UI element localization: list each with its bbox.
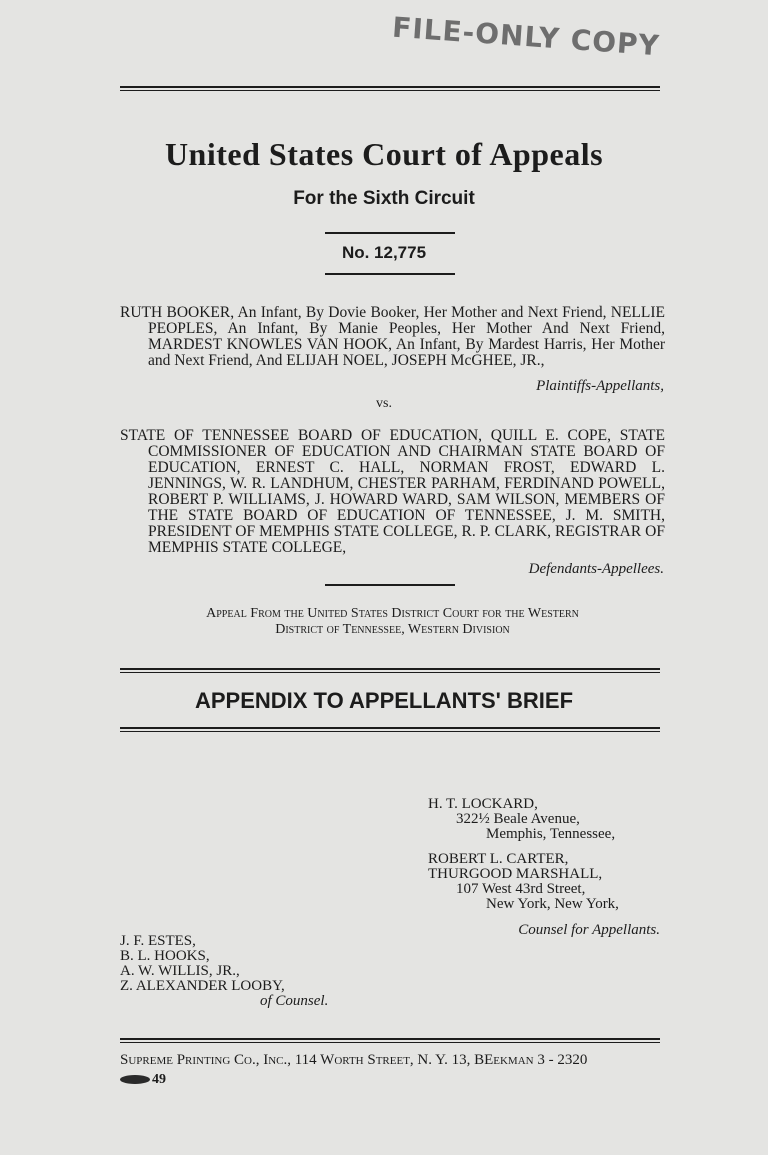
of-counsel-list xyxy=(120,934,328,1009)
docket-rule-top xyxy=(325,232,455,234)
counsel-role: Counsel for Appellants. xyxy=(518,922,660,938)
appeal-rule xyxy=(325,584,455,586)
defendants-names: STATE OF TENNESSEE BOARD OF EDUCATION, QUILL E. COPE, STATE COMMISSIONER OF EDUCATION AND CHAIRMAN STATE BOARD OF EDUCATION, ERNEST C. HALL, NORMAN FROST, EDWARD L. JENNINGS, W. R. LANDHUM, CHESTER PARHAM, FERDINAND POWELL, ROBERT P. WILLIAMS, J. HOWARD WARD, SAM WILSON, MEMBERS OF THE STATE BOARD OF EDUCATION OF TENNESSEE, J. M. SMITH, PRESIDENT OF MEMPHIS STATE COLLEGE, R. P. CLARK, REGISTRAR OF MEMPHIS STATE COLLEGE, xyxy=(120,427,665,556)
counsel-carter-marshall xyxy=(428,852,619,912)
document-title: APPENDIX TO APPELLANTS' BRIEF xyxy=(194,688,574,713)
of-counsel-name: J. F. ESTES, xyxy=(120,933,196,949)
printer-name: Supreme Printing Co., Inc., 114 Worth Street, N. Y. 13, BEekman 3 - 2320 xyxy=(120,1052,588,1068)
counsel-city: Memphis, Tennessee, xyxy=(486,826,616,842)
counsel-name: H. T. LOCKARD, xyxy=(428,796,538,812)
appeal-line-2: District of Tennessee, Western Division xyxy=(275,622,510,637)
counsel-address: 322½ Beale Avenue, xyxy=(456,811,580,827)
circuit-name: For the Sixth Circuit xyxy=(293,188,475,209)
of-counsel-name: A. W. WILLIS, JR., xyxy=(120,963,240,979)
counsel-city: New York, New York, xyxy=(486,896,619,912)
top-rule xyxy=(120,86,660,91)
printer-line xyxy=(120,1052,665,1069)
counsel-lockard xyxy=(428,797,615,842)
title-rule-top xyxy=(120,668,660,673)
file-copy-stamp: FILE-ONLY COPY xyxy=(391,10,661,63)
docket-number: No. 12,775 xyxy=(341,243,427,262)
court-title: United States Court of Appeals xyxy=(164,136,604,172)
union-code: 49 xyxy=(152,1072,166,1087)
counsel-name: THURGOOD MARSHALL, xyxy=(428,866,603,882)
plaintiffs-role: Plaintiffs-Appellants, xyxy=(536,378,664,394)
appeal-origin xyxy=(120,606,665,638)
defendants-role: Defendants-Appellees. xyxy=(528,561,664,577)
appeal-line-1: Appeal From the United States District Court for the Western xyxy=(206,606,579,621)
docket-rule-bottom xyxy=(325,273,455,275)
of-counsel-role: of Counsel. xyxy=(260,993,329,1009)
title-rule-bottom xyxy=(120,727,660,732)
union-bug-icon xyxy=(120,1075,150,1084)
of-counsel-name: Z. ALEXANDER LOOBY, xyxy=(120,978,285,994)
counsel-name: ROBERT L. CARTER, xyxy=(428,851,569,867)
union-label xyxy=(120,1072,166,1088)
of-counsel-name: B. L. HOOKS, xyxy=(120,948,210,964)
counsel-address: 107 West 43rd Street, xyxy=(456,881,586,897)
footer-rule xyxy=(120,1038,660,1043)
versus: vs. xyxy=(376,396,392,411)
plaintiffs-names: RUTH BOOKER, An Infant, By Dovie Booker, Her Mother and Next Friend, NELLIE PEOPLES, An Infant, By Manie Peoples, Her Mother And Next Friend, MARDEST KNOWLES VAN HOOK, An Infant, By Mardest Harris, Her Mother and Next Friend, And ELIJAH NOEL, JOSEPH McGHEE, JR., xyxy=(120,304,665,369)
